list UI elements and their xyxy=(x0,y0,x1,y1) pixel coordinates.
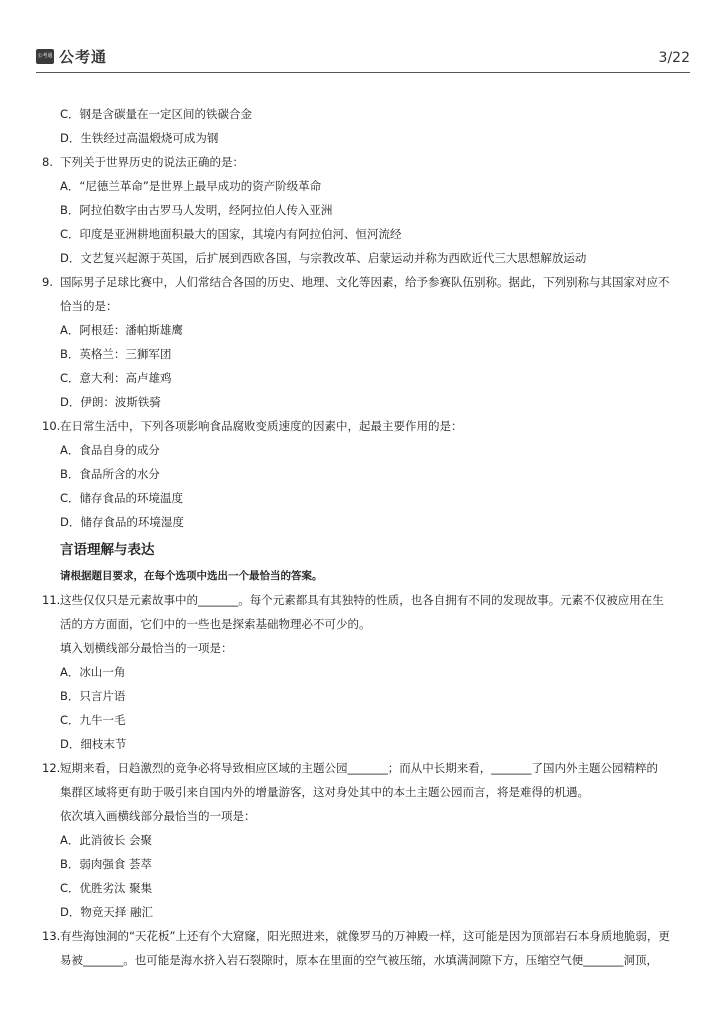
answer-option: B．阿拉伯数字由古罗马人发明，经阿拉伯人传入亚洲 xyxy=(60,203,333,217)
question-number: 12. xyxy=(42,761,61,775)
question-continuation: 集群区域将更有助于吸引来自国内外的增量游客，这对身处其中的本土主题公园而言，将是难得的机遇。 xyxy=(60,785,589,799)
answer-option: D．细枝末节 xyxy=(60,737,127,751)
answer-option: D．伊朗：波斯铁骑 xyxy=(60,395,161,409)
question-continuation: 填入划横线部分最恰当的一项是： xyxy=(60,641,233,655)
answer-option: A．“尼德兰革命”是世界上最早成功的资产阶级革命 xyxy=(60,179,322,193)
question-number: 8. xyxy=(42,155,53,169)
answer-option: D．生铁经过高温煅烧可成为钢 xyxy=(60,131,219,145)
answer-option: A．食品自身的成分 xyxy=(60,443,160,457)
answer-option: B．英格兰：三狮军团 xyxy=(60,347,172,361)
question-text: 短期来看，日趋激烈的竞争必将导致相应区域的主题公园_______；而从中长期来看，_______了国内外主题公园精粹的 xyxy=(60,761,658,775)
question-text: 在日常生活中，下列各项影响食品腐败变质速度的因素中，起最主要作用的是： xyxy=(60,419,463,433)
question-continuation: 恰当的是： xyxy=(60,299,118,313)
page-header xyxy=(36,44,690,72)
page-number: 3/22 xyxy=(658,50,690,66)
answer-option: C．九牛一毛 xyxy=(60,713,126,727)
question-line xyxy=(42,416,690,440)
logo-icon: 公考通 xyxy=(36,49,54,64)
question-number: 11. xyxy=(42,593,61,607)
answer-option: C．优胜劣汰 聚集 xyxy=(60,881,153,895)
question-text: 这些仅仅只是元素故事中的_______。每个元素都具有其独特的性质，也各自拥有不同的发现故事。元素不仅被应用在生 xyxy=(60,593,664,607)
section-title: 言语理解与表达 xyxy=(60,542,155,558)
question-line xyxy=(42,758,690,782)
answer-option: C．储存食品的环境温度 xyxy=(60,491,184,505)
logo-text: 公考通 xyxy=(59,48,108,66)
answer-option: B．食品所含的水分 xyxy=(60,467,160,481)
question-number: 10. xyxy=(42,419,61,433)
question-line xyxy=(42,272,690,296)
question-line xyxy=(42,926,690,950)
answer-option: A．阿根廷：潘帕斯雄鹰 xyxy=(60,323,183,337)
answer-option: D．物竞天择 融汇 xyxy=(60,905,154,919)
answer-option: C．钢是含碳量在一定区间的铁碳合金 xyxy=(60,107,253,121)
question-continuation: 依次填入画横线部分最恰当的一项是： xyxy=(60,809,256,823)
answer-option: B．弱肉强食 荟萃 xyxy=(60,857,153,871)
question-continuation: 活的方方面面，它们中的一些也是探索基础物理必不可少的。 xyxy=(60,617,371,631)
question-text: 下列关于世界历史的说法正确的是： xyxy=(60,155,244,169)
question-line xyxy=(42,590,690,614)
question-line xyxy=(42,152,690,176)
question-text: 有些海蚀洞的“天花板”上还有个大窟窿，阳光照进来，就像罗马的万神殿一样，这可能是因为顶部岩石本身质地脆弱，更 xyxy=(60,929,670,943)
answer-option: C．印度是亚洲耕地面积最大的国家，其境内有阿拉伯河、恒河流经 xyxy=(60,227,402,241)
section-instruction: 请根据题目要求，在每个选项中选出一个最恰当的答案。 xyxy=(60,570,323,582)
logo xyxy=(36,46,107,67)
question-continuation: 易被_______。也可能是海水挤入岩石裂隙时，原本在里面的空气被压缩，水填满洞隙下方，压缩空气便_______洞顶， xyxy=(60,953,658,967)
document-body xyxy=(42,104,690,974)
question-number: 9. xyxy=(42,275,53,289)
header-divider xyxy=(36,72,690,73)
answer-option: A．此消彼长 会聚 xyxy=(60,833,153,847)
answer-option: C．意大利：高卢雄鸡 xyxy=(60,371,172,385)
answer-option: D．文艺复兴起源于英国，后扩展到西欧各国，与宗教改革、启蒙运动并称为西欧近代三大思想解放运动 xyxy=(60,251,587,265)
question-number: 13. xyxy=(42,929,61,943)
question-text: 国际男子足球比赛中，人们常结合各国的历史、地理、文化等因素，给予参赛队伍别称。据此，下列别称与其国家对应不 xyxy=(60,275,670,289)
answer-option: D．储存食品的环境湿度 xyxy=(60,515,184,529)
answer-option: A．冰山一角 xyxy=(60,665,126,679)
answer-option: B．只言片语 xyxy=(60,689,126,703)
